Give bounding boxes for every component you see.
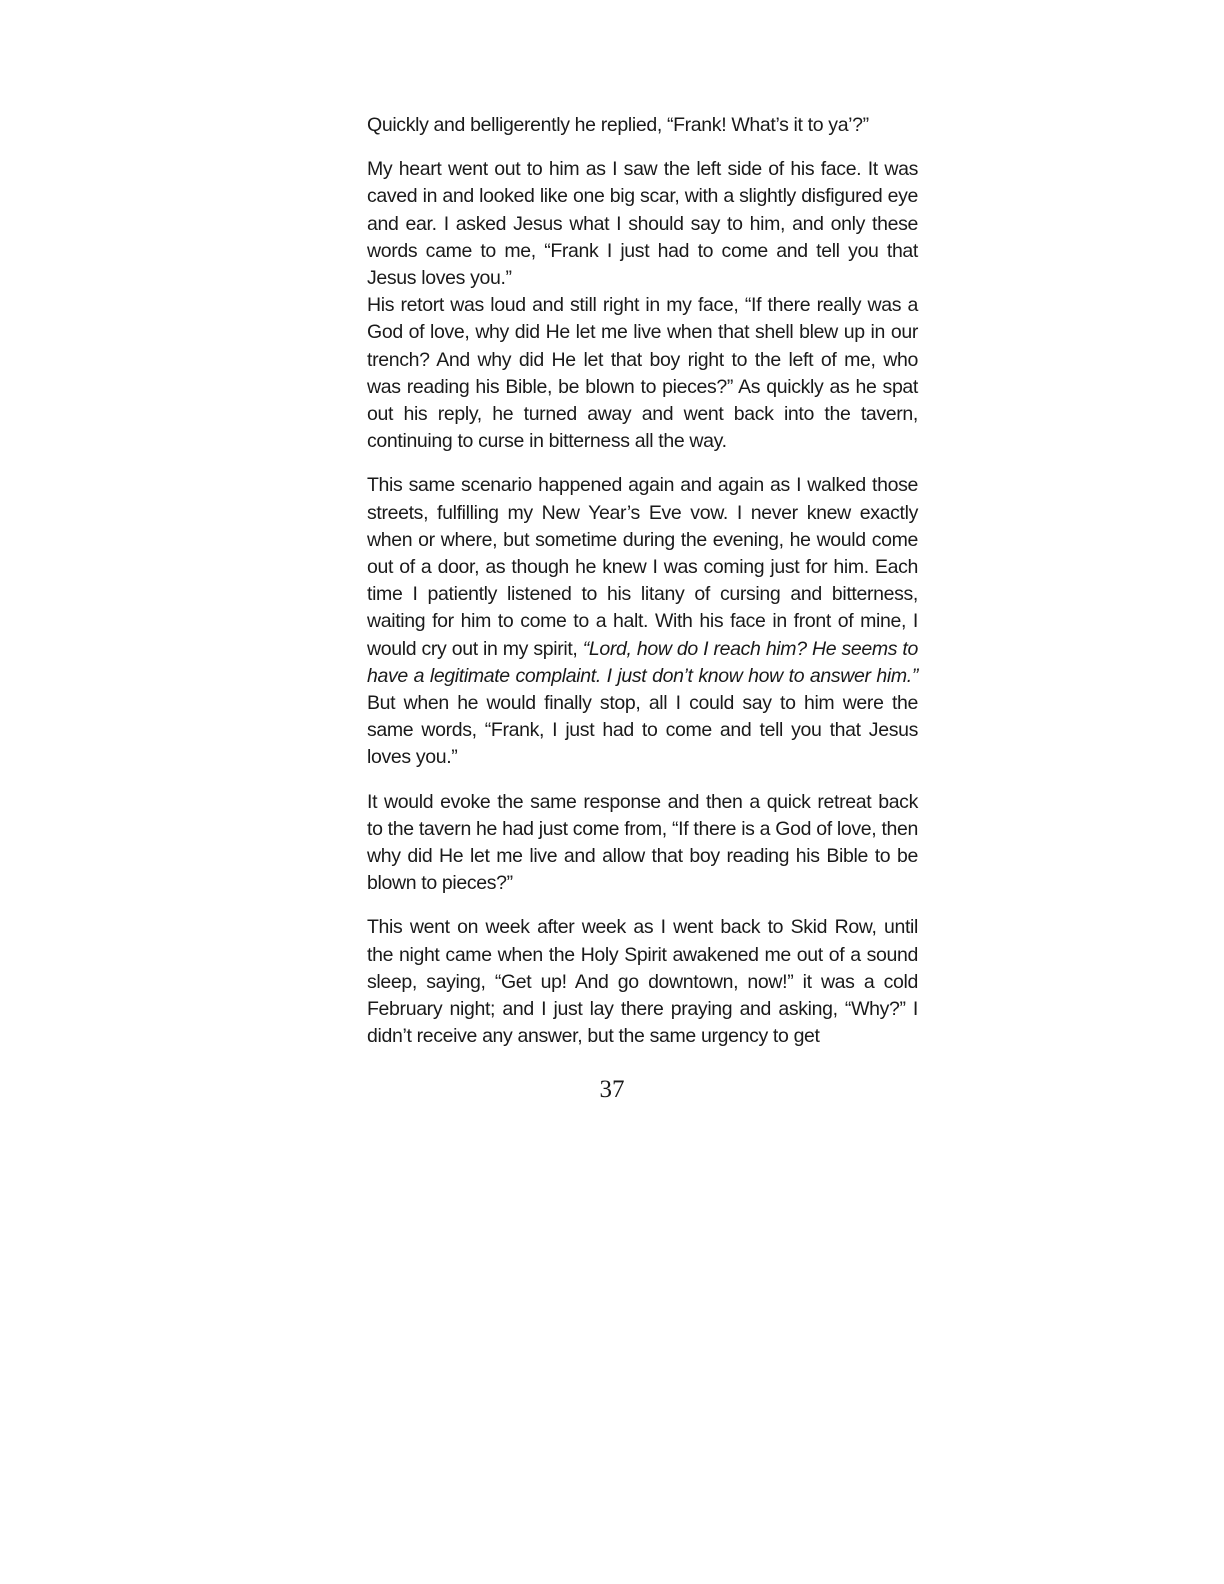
paragraph-4-text-end: But when he would finally stop, all I could say to him were the same words, “Frank, I just had to come and tell you that Jesus loves you.”	[367, 692, 918, 769]
paragraph-2: My heart went out to him as I saw the left side of his face. It was caved in and looked like one big scar, with a slightly disfigured eye and ear. I asked Jesus what I should say to him, and only these words came to me, “Frank I just had to come and tell you that Jesus loves you.”	[367, 158, 918, 290]
paragraph-6: This went on week after week as I went back to Skid Row, until the night came when the Holy Spirit awakened me out of a sound sleep, saying, “Get up! And go downtown, now!” it was a cold February night; and I just lay there praying and asking, “Why?” I didn’t receive any answer, but the same urgency to get	[367, 916, 918, 1048]
paragraph-3: His retort was loud and still right in my face, “If there really was a God of love, why did He let me live when that shell blew up in our trench? And why did He let that boy right to the left of me, who was reading his Bible, be blown to pieces?” As quickly as he spat out his reply, he turned away and went back into the tavern, continuing to curse in bitterness all the way.	[367, 294, 918, 453]
body-text	[367, 112, 918, 1051]
paragraph-4	[367, 472, 918, 771]
paragraph-5: It would evoke the same response and then a quick retreat back to the tavern he had just come from, “If there is a God of love, then why did He let me live and allow that boy reading his Bible to be blown to pieces?”	[367, 790, 918, 895]
paragraph-4-text-start: This same scenario happened again and again as I walked those streets, fulfilling my New Year’s Eve vow. I never knew exactly when or where, but sometime during the evening, he would come out of a door, as though he knew I was coming just for him. Each time I patiently listened to his litany of cursing and bitterness, waiting for him to come to a halt. With his face in front of mine, I would cry out in my spirit,	[367, 474, 918, 660]
paragraph-4-italic-prayer: “Lord, how do I reach him? He seems to have a legitimate complaint. I just don’t know how to answer him.”	[367, 637, 918, 687]
paragraph-1: Quickly and belligerently he replied, “Frank! What’s it to ya’?”	[367, 114, 869, 136]
page-number: 37	[599, 1076, 625, 1103]
